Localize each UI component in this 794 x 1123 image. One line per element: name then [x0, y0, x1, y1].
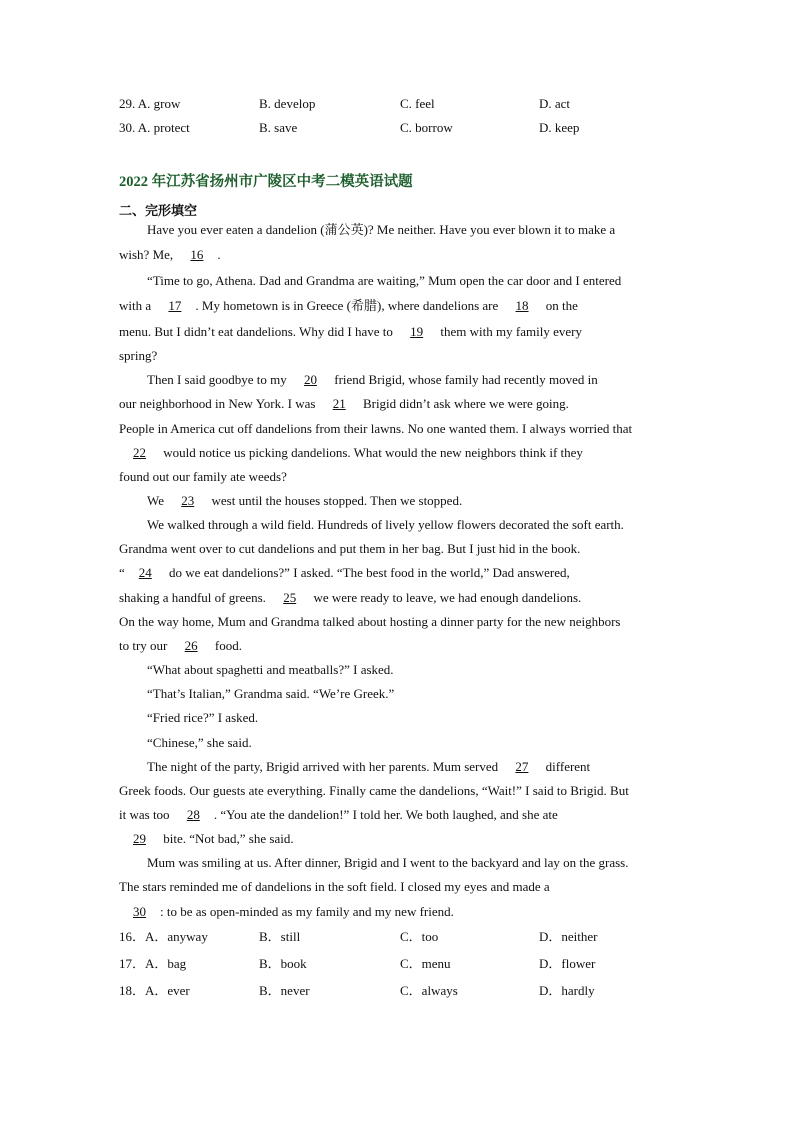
passage-line	[147, 733, 252, 753]
line-text: on the	[542, 298, 578, 313]
passage-line	[119, 588, 581, 608]
passage-line	[119, 612, 620, 632]
line-text: . My hometown is in Greece (希腊), where dandelions are	[195, 298, 502, 313]
line-text: it was too	[119, 807, 173, 822]
option-d: D. keep	[539, 120, 580, 135]
line-text: our neighborhood in New York. I was	[119, 396, 319, 411]
option-row-29	[119, 94, 679, 114]
option-a: 29. A. grow	[119, 96, 181, 111]
option-a: 30. A. protect	[119, 120, 190, 135]
line-text: bite. “Not bad,” she said.	[160, 831, 294, 846]
option-row-17	[119, 954, 679, 974]
blank-28: 28	[186, 807, 200, 822]
line-text: . “You ate the dandelion!” I told her. We both laughed, and she ate	[213, 807, 558, 822]
line-text: We walked through a wild field. Hundreds of lively yellow flowers decorated the soft earth.	[147, 517, 624, 532]
passage-line	[119, 443, 583, 463]
blank-27: 27	[515, 759, 529, 774]
blank-18: 18	[515, 298, 529, 313]
line-text: “What about spaghetti and meatballs?” I asked.	[147, 662, 394, 677]
line-text: “Time to go, Athena. Dad and Grandma are waiting,” Mum open the car door and I entered	[147, 273, 622, 288]
line-text: On the way home, Mum and Grandma talked about hosting a dinner party for the new neighbors	[119, 614, 621, 629]
line-text: shaking a handful of greens.	[119, 590, 270, 605]
line-text: different	[542, 759, 591, 774]
option-row-18	[119, 981, 679, 1001]
option-b: B．still	[259, 929, 301, 944]
blank-20: 20	[303, 372, 317, 387]
line-text: Then I said goodbye to my	[147, 372, 290, 387]
passage-line	[119, 563, 570, 583]
blank-29: 29	[133, 831, 146, 846]
section-heading: 二、完形填空	[119, 203, 198, 218]
passage-line	[147, 271, 621, 291]
option-a: 16．A．anyway	[119, 929, 208, 944]
passage-line	[119, 829, 294, 849]
line-text: Mum was smiling at us. After dinner, Brigid and I went to the backyard and lay on the grass.	[147, 855, 629, 870]
line-text: The stars reminded me of dandelions in the soft field. I closed my eyes and made a	[119, 879, 550, 894]
option-a: 17．A．bag	[119, 956, 187, 971]
line-text: We	[147, 493, 168, 508]
line-text: with a	[119, 298, 155, 313]
line-text: west until the houses stopped. Then we stopped.	[208, 493, 463, 508]
passage-line	[119, 346, 157, 366]
passage-line	[147, 370, 598, 390]
option-b: B．book	[259, 956, 307, 971]
line-text: .	[217, 247, 221, 262]
line-text: friend Brigid, whose family had recently moved in	[330, 372, 598, 387]
option-row-16	[119, 927, 679, 947]
exam-title: 2022 年江苏省扬州市广陵区中考二模英语试题	[119, 174, 413, 190]
option-b: B. develop	[259, 96, 316, 111]
blank-23: 23	[181, 493, 195, 508]
passage-line	[119, 877, 550, 897]
passage-line	[119, 394, 569, 414]
line-text: Have you ever eaten a dandelion (蒲公英)? Me neither. Have you ever blown it to make a	[147, 222, 616, 237]
passage-line	[119, 805, 558, 825]
line-text: : to be as open-minded as my family and my new friend.	[160, 904, 454, 919]
blank-19: 19	[410, 324, 424, 339]
option-c: C．too	[400, 929, 439, 944]
passage-line	[119, 419, 632, 439]
line-text: found out our family ate weeds?	[119, 469, 287, 484]
blank-16: 16	[190, 247, 204, 262]
line-text: People in America cut off dandelions from their lawns. No one wanted them. I always worried that	[119, 421, 633, 436]
blank-26: 26	[184, 638, 198, 653]
line-text: we were ready to leave, we had enough dandelions.	[310, 590, 582, 605]
option-d: D．flower	[539, 956, 596, 971]
line-text: “	[119, 565, 125, 580]
passage-line	[147, 708, 258, 728]
passage-line	[119, 245, 221, 265]
passage-line	[119, 296, 578, 316]
line-text: would notice us picking dandelions. What would the new neighbors think if they	[160, 445, 583, 460]
passage-line	[119, 636, 242, 656]
passage-line	[147, 757, 590, 777]
blank-21: 21	[332, 396, 346, 411]
line-text: menu. But I didn’t eat dandelions. Why did I have to	[119, 324, 397, 339]
option-c: C. feel	[400, 96, 435, 111]
line-text: Brigid didn’t ask where we were going.	[359, 396, 569, 411]
passage-line	[147, 491, 462, 511]
option-c: C. borrow	[400, 120, 453, 135]
passage-line	[147, 220, 615, 240]
line-text: “That’s Italian,” Grandma said. “We’re Greek.”	[147, 686, 395, 701]
option-d: D. act	[539, 96, 571, 111]
option-b: B. save	[259, 120, 298, 135]
option-b: B．never	[259, 983, 310, 998]
blank-30: 30	[133, 904, 146, 919]
option-d: D．neither	[539, 929, 598, 944]
passage-line	[119, 539, 580, 559]
blank-17: 17	[168, 298, 182, 313]
line-text: “Chinese,” she said.	[147, 735, 252, 750]
line-text: food.	[211, 638, 242, 653]
line-text: The night of the party, Brigid arrived with her parents. Mum served	[147, 759, 502, 774]
option-a: 18．A．ever	[119, 983, 190, 998]
passage-line	[147, 660, 394, 680]
blank-24: 24	[138, 565, 152, 580]
passage-line	[119, 467, 287, 487]
option-c: C．always	[400, 983, 458, 998]
line-text: Grandma went over to cut dandelions and put them in her bag. But I just hid in the book.	[119, 541, 581, 556]
passage-line	[147, 853, 628, 873]
line-text: do we eat dandelions?” I asked. “The best food in the world,” Dad answered,	[165, 565, 570, 580]
line-text: Greek foods. Our guests ate everything. Finally came the dandelions, “Wait!” I said to Brigid. But	[119, 783, 629, 798]
passage-line	[119, 902, 454, 922]
line-text: spring?	[119, 348, 158, 363]
line-text: them with my family every	[437, 324, 582, 339]
passage-line	[147, 684, 394, 704]
line-text: wish? Me,	[119, 247, 177, 262]
option-row-30	[119, 118, 679, 138]
blank-22: 22	[133, 445, 146, 460]
passage-line	[119, 781, 629, 801]
blank-25: 25	[283, 590, 297, 605]
passage-line	[119, 322, 582, 342]
option-c: C．menu	[400, 956, 451, 971]
line-text: “Fried rice?” I asked.	[147, 710, 259, 725]
passage-line	[147, 515, 624, 535]
option-d: D．hardly	[539, 983, 595, 998]
line-text: to try our	[119, 638, 171, 653]
